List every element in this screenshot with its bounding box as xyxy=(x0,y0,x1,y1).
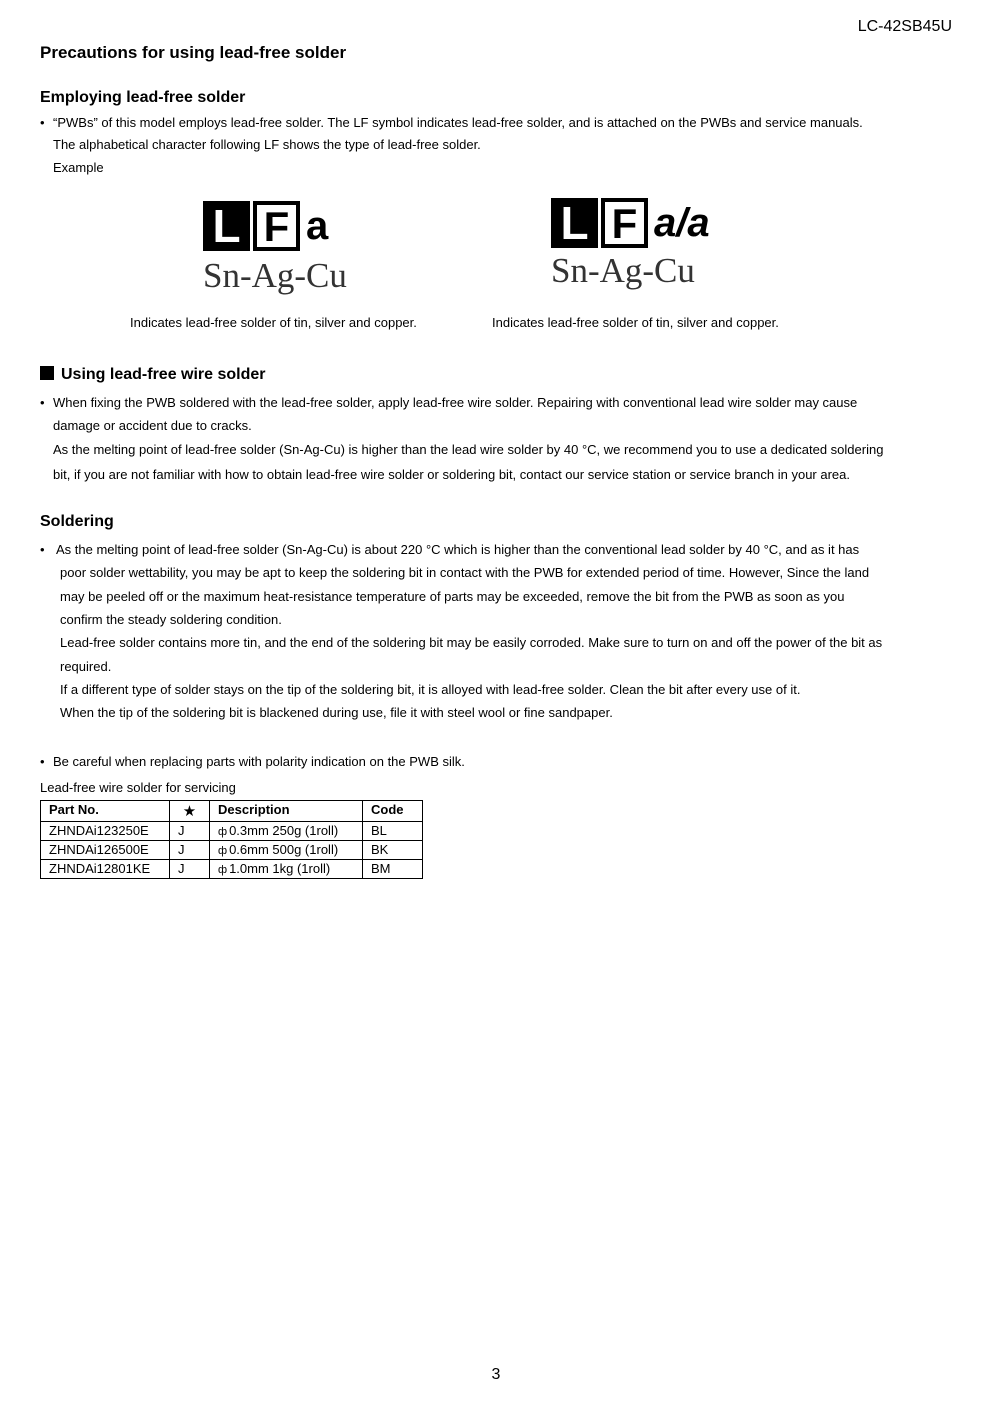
section-heading-employing: Employing lead-free solder xyxy=(40,89,246,106)
logo-caption-1: Indicates lead-free solder of tin, silver and copper. xyxy=(130,315,417,330)
wire-bullet: • xyxy=(40,395,45,410)
table-header-row xyxy=(41,801,423,822)
cell-star: J xyxy=(170,841,210,860)
cell-description-text: 1.0mm 1kg (1roll) xyxy=(229,861,331,876)
cell-description-text: 0.3mm 250g (1roll) xyxy=(229,823,339,838)
wire-line-3: As the melting point of lead-free solder (Sn-Ag-Cu) is higher than the lead wire solder by 40 °C, we recommend you to use a dedicated soldering xyxy=(53,442,884,457)
lf-logo-subtitle: Sn-Ag-Cu xyxy=(551,251,695,290)
solder-parts-table xyxy=(40,800,423,879)
soldering-line: When the tip of the soldering bit is blackened during use, file it with steel wool or fine sandpaper. xyxy=(60,705,613,720)
col-header-star: ★ xyxy=(170,801,210,822)
wire-line-4: bit, if you are not familiar with how to obtain lead-free wire solder or soldering bit, contact our service station or service branch in your area. xyxy=(53,467,850,482)
cell-code: BM xyxy=(363,860,423,879)
col-header-part-no: Part No. xyxy=(41,801,170,822)
lf-logo-f-box: F xyxy=(601,198,648,248)
cell-code: BK xyxy=(363,841,423,860)
section-heading-wire-text: Using lead-free wire solder xyxy=(61,366,266,383)
solder-parts-table-wrap xyxy=(40,800,423,879)
diameter-symbol: ф xyxy=(218,864,228,876)
lf-logo-a xyxy=(203,201,347,293)
polarity-note: Be careful when replacing parts with polarity indication on the PWB silk. xyxy=(53,754,465,769)
lf-logo-f-box: F xyxy=(253,201,300,251)
col-header-description: Description xyxy=(210,801,363,822)
soldering-line: confirm the steady soldering condition. xyxy=(60,612,282,627)
employing-line-1: “PWBs” of this model employs lead-free solder. The LF symbol indicates lead-free solder, and is attached on the PWBs and service manuals. xyxy=(53,115,863,130)
soldering-line: poor solder wettability, you may be apt to keep the soldering bit in contact with the PWB for extended period of time. However, Since the land xyxy=(60,565,870,580)
section-heading-wire xyxy=(40,366,266,384)
cell-star: J xyxy=(170,860,210,879)
cell-code: BL xyxy=(363,822,423,841)
lf-logo-subtitle: Sn-Ag-Cu xyxy=(203,256,347,295)
soldering-bullet: • xyxy=(40,542,45,557)
lf-logo-suffix: a/a xyxy=(654,201,710,245)
col-header-code: Code xyxy=(363,801,423,822)
table-row xyxy=(41,822,423,841)
diameter-symbol: ф xyxy=(218,826,228,838)
lf-logo-l-box: L xyxy=(203,201,250,251)
black-square-icon xyxy=(40,366,54,380)
logo-caption-2: Indicates lead-free solder of tin, silver and copper. xyxy=(492,315,779,330)
lf-logo-suffix: a xyxy=(306,204,329,248)
lf-logo-l-box: L xyxy=(551,198,598,248)
table-caption: Lead-free wire solder for servicing xyxy=(40,780,236,795)
wire-line-2: damage or accident due to cracks. xyxy=(53,418,252,433)
employing-bullet: • xyxy=(40,115,45,130)
soldering-line: may be peeled off or the maximum heat-resistance temperature of parts may be exceeded, remove the bit from the PWB as soon as you xyxy=(60,589,845,604)
wire-line-1: When fixing the PWB soldered with the lead-free solder, apply lead-free wire solder. Repairing with conventional lead wire solder may cause xyxy=(53,395,858,410)
page-title: Precautions for using lead-free solder xyxy=(40,43,347,62)
employing-line-2: The alphabetical character following LF shows the type of lead-free solder. xyxy=(53,137,481,152)
section-heading-soldering: Soldering xyxy=(40,513,114,530)
table-row xyxy=(41,841,423,860)
diameter-symbol: ф xyxy=(218,845,228,857)
cell-description xyxy=(210,822,363,841)
cell-description xyxy=(210,841,363,860)
soldering-line: As the melting point of lead-free solder (Sn-Ag-Cu) is about 220 °C which is higher than the conventional lead solder by 40 °C, and as it has xyxy=(56,542,860,557)
employing-example-label: Example xyxy=(53,160,104,175)
soldering-line: If a different type of solder stays on the tip of the soldering bit, it is alloyed with lead-free solder. Clean the bit after every use of it. xyxy=(60,682,801,697)
soldering-line: required. xyxy=(60,659,112,674)
page-number: 3 xyxy=(491,1366,501,1383)
cell-star: J xyxy=(170,822,210,841)
cell-description xyxy=(210,860,363,879)
model-number: LC-42SB45U xyxy=(857,18,952,35)
cell-part-no: ZHNDAi126500E xyxy=(41,841,170,860)
cell-part-no: ZHNDAi123250E xyxy=(41,822,170,841)
cell-description-text: 0.6mm 500g (1roll) xyxy=(229,842,339,857)
lf-logo-a-a xyxy=(551,198,710,288)
table-row xyxy=(41,860,423,879)
soldering-line: Lead-free solder contains more tin, and the end of the soldering bit may be easily corroded. Make sure to turn on and off the power of the bit as xyxy=(60,635,883,650)
cell-part-no: ZHNDAi12801KE xyxy=(41,860,170,879)
polarity-bullet: • xyxy=(40,754,45,769)
